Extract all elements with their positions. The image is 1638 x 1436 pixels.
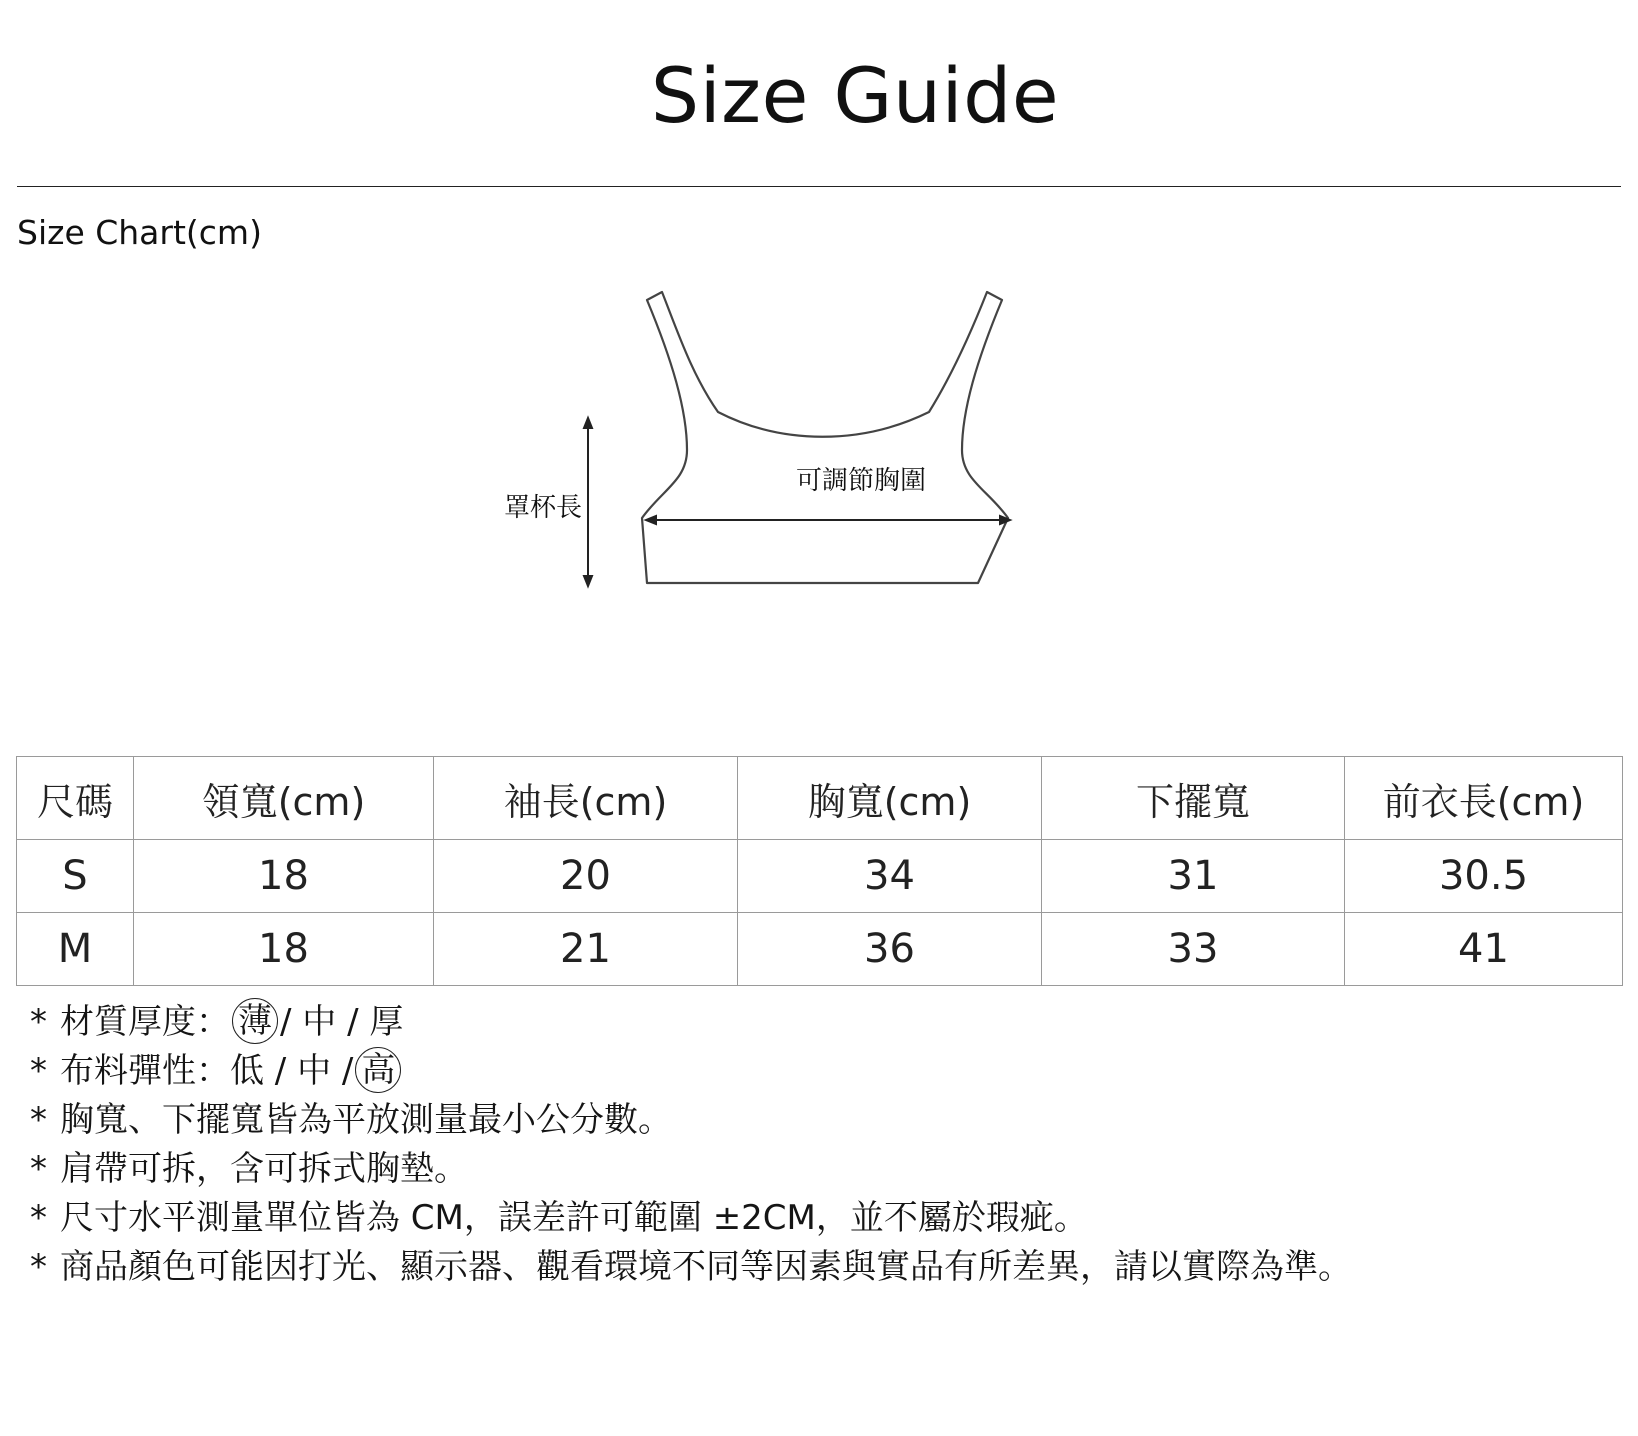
notes-list	[30, 998, 1610, 1292]
size-table	[16, 756, 1623, 986]
cup-length-arrow	[584, 418, 592, 586]
table-cell: 34	[738, 840, 1042, 913]
table-cell: 20	[434, 840, 738, 913]
table-cell: S	[17, 840, 134, 913]
star-icon: *	[30, 1051, 47, 1091]
note-thickness-rest: / 中 / 厚	[280, 1002, 404, 1042]
section-heading: Size Chart(cm)	[17, 213, 262, 252]
header-neck-width: 領寬(cm)	[134, 757, 434, 840]
note-item	[30, 1145, 1610, 1194]
cup-length-label: 罩杯長	[504, 493, 583, 523]
note-item	[30, 1194, 1610, 1243]
garment-outline	[642, 292, 1008, 583]
table-row	[17, 913, 1623, 986]
header-front-length: 前衣長(cm)	[1345, 757, 1623, 840]
header-chest-width: 胸寬(cm)	[738, 757, 1042, 840]
chest-width-arrow	[646, 516, 1010, 524]
page-title: Size Guide	[650, 51, 1060, 140]
note-elasticity-prefix: 布料彈性：低 / 中 /	[60, 1051, 354, 1091]
table-cell: 33	[1042, 913, 1345, 986]
note-thickness	[30, 998, 1610, 1047]
table-cell: 41	[1345, 913, 1623, 986]
star-icon: *	[30, 1100, 47, 1140]
note-elasticity	[30, 1047, 1610, 1096]
table-cell: M	[17, 913, 134, 986]
header-sleeve-length: 袖長(cm)	[434, 757, 738, 840]
table-cell: 30.5	[1345, 840, 1623, 913]
selected-thickness-badge: 薄	[232, 998, 278, 1044]
selected-elasticity-badge: 高	[355, 1047, 401, 1093]
table-cell: 31	[1042, 840, 1345, 913]
note-text: 胸寬、下擺寬皆為平放測量最小公分數。	[60, 1100, 672, 1140]
garment-diagram	[480, 290, 1100, 630]
star-icon: *	[30, 1198, 47, 1238]
table-row	[17, 840, 1623, 913]
note-text: 尺寸水平測量單位皆為 CM，誤差許可範圍 ±2CM，並不屬於瑕疵。	[60, 1198, 1088, 1238]
table-cell: 36	[738, 913, 1042, 986]
table-cell: 18	[134, 913, 434, 986]
title-divider	[17, 186, 1621, 187]
star-icon: *	[30, 1149, 47, 1189]
bra-top-illustration	[480, 290, 1100, 630]
note-text: 商品顏色可能因打光、顯示器、觀看環境不同等因素與實品有所差異，請以實際為準。	[60, 1247, 1352, 1287]
adjustable-chest-label: 可調節胸圍	[796, 466, 927, 496]
note-thickness-prefix: 材質厚度：	[60, 1002, 230, 1042]
table-cell: 18	[134, 840, 434, 913]
note-text: 肩帶可拆，含可拆式胸墊。	[60, 1149, 468, 1189]
table-header-row	[17, 757, 1623, 840]
header-size: 尺碼	[17, 757, 134, 840]
header-hem-width: 下擺寬	[1042, 757, 1345, 840]
note-item	[30, 1243, 1610, 1292]
star-icon: *	[30, 1002, 47, 1042]
table-cell: 21	[434, 913, 738, 986]
star-icon: *	[30, 1247, 47, 1287]
note-item	[30, 1096, 1610, 1145]
